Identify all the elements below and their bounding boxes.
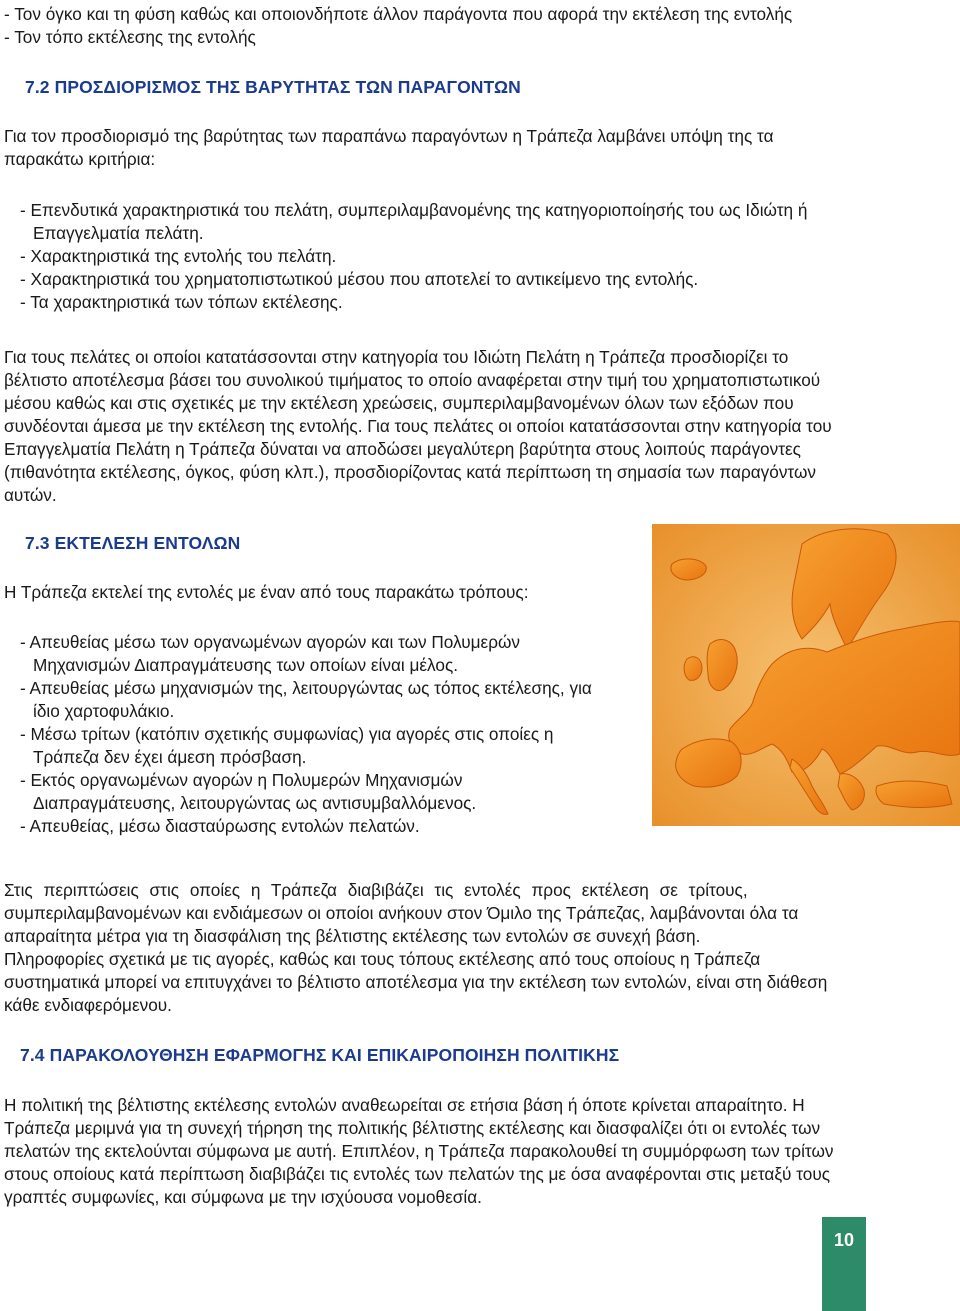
list-item [20, 769, 592, 815]
text-line: απαραίτητα μέτρα για τη διασφάλιση της βέλτιστης εκτέλεσης των εντολών σε συνεχή βάση. [4, 926, 701, 946]
text-line: (πιθανότητα εκτέλεσης, όγκος, φύση κλπ.), προσδιορίζοντας κατά περίπτωση τη σημασία των παραγόντων [4, 462, 816, 482]
list-item-line: - Απευθείας μέσω μηχανισμών της, λειτουργώντας ως τόπος εκτέλεσης, για [20, 678, 592, 698]
top-bullet-lines [4, 3, 792, 49]
list-item [20, 631, 592, 677]
section-heading-7-2: 7.2 ΠΡΟΣΔΙΟΡΙΣΜΟΣ ΤΗΣ ΒΑΡΥΤΗΤΑΣ ΤΩΝ ΠΑΡΑΓΟΝΤΩΝ [25, 77, 521, 97]
section-7-4-paragraph [4, 1094, 860, 1209]
criteria-list [20, 199, 807, 314]
list-item-line: ίδιο χαρτοφυλάκιο. [33, 701, 175, 721]
list-item-line: - Απευθείας μέσω των οργανωμένων αγορών και των Πολυμερών [20, 632, 520, 652]
text-line: βέλτιστο αποτέλεσμα βάσει του συνολικού τιμήματος το οποίο αναφέρεται στην τιμή του χρηματοπιστωτικού [4, 370, 821, 390]
list-item-line: - Επενδυτικά χαρακτηριστικά του πελάτη, συμπεριλαμβανομένης της κατηγοριοποίησής του ως Ιδιώτη ή [20, 200, 808, 220]
list-item [20, 677, 592, 723]
europe-map-image [652, 524, 960, 826]
list-item [20, 268, 807, 291]
section-7-2-paragraph [4, 346, 860, 507]
text-line: Τράπεζα μεριμνά για τη συνεχή τήρηση της πολιτικής βέλτιστης εκτέλεσης και διασφαλίζει ότι οι εντολές των [4, 1118, 821, 1138]
execution-methods-list [20, 631, 592, 838]
text-line: Η πολιτική της βέλτιστης εκτέλεσης εντολών αναθεωρείται σε ετήσια βάση ή όποτε κρίνεται απαραίτητο. Η [4, 1095, 805, 1115]
list-item [20, 245, 807, 268]
list-item-line: - Χαρακτηριστικά της εντολής του πελάτη. [20, 246, 337, 266]
page-number: 10 [833, 1230, 855, 1250]
section-7-3-paragraph-2 [4, 948, 860, 1017]
page-number-tab [822, 1217, 866, 1311]
section-heading-7-3: 7.3 ΕΚΤΕΛΕΣΗ ΕΝΤΟΛΩΝ [25, 533, 241, 553]
list-item-line: Διαπραγμάτευσης, λειτουργώντας ως αντισυμβαλλόμενος. [33, 793, 477, 813]
turkey-land [876, 781, 952, 807]
list-item-line: Επαγγελματία πελάτη. [33, 223, 204, 243]
text-line: συνδέονται άμεσα με την εκτέλεση της εντολής. Για τους πελάτες οι οποίοι κατατάσσονται στην κατηγορία του [4, 416, 832, 436]
text-line: πελατών της εκτελούνται σύμφωνα με αυτή. Επιπλέον, η Τράπεζα παρακολουθεί τη συμμόρφωση των τρίτων [4, 1141, 834, 1161]
text-line: παρακάτω κριτήρια: [4, 149, 156, 169]
text-line: - Τον όγκο και τη φύση καθώς και οποιονδήποτε άλλον παράγοντα που αφορά την εκτέλεση της εντολής [4, 4, 793, 24]
text-line: στους οποίους κατά περίπτωση διαβιβάζει τις εντολές των πελατών της με όσα αναφέρονται στις μεταξύ τους [4, 1164, 830, 1184]
section-heading-7-4: 7.4 ΠΑΡΑΚΟΛΟΥΘΗΣΗ ΕΦΑΡΜΟΓΗΣ ΚΑΙ ΕΠΙΚΑΙΡΟΠΟΙΗΣΗ ΠΟΛΙΤΙΚΗΣ [20, 1045, 620, 1065]
text-line: μέσου καθώς και στις σχετικές με την εκτέλεση χρεώσεις, συμπεριλαμβανομένων όλων των εξόδων που [4, 393, 794, 413]
text-line: Πληροφορίες σχετικά με τις αγορές, καθώς και τους τόπους εκτέλεσης από τους οποίους η Τράπεζα [4, 949, 761, 969]
list-item [20, 199, 807, 245]
list-item-line: - Τα χαρακτηριστικά των τόπων εκτέλεσης. [20, 292, 343, 312]
list-item-line: - Χαρακτηριστικά του χρηματοπιστωτικού μέσου που αποτελεί το αντικείμενο της εντολής. [20, 269, 699, 289]
text-line: συμπεριλαμβανομένων και ενδιάμεσων οι οποίοι ανήκουν στον Όμιλο της Τράπεζας, λαμβάνονται όλα τα [4, 903, 799, 923]
list-item-line: - Εκτός οργανωμένων αγορών η Πολυμερών Μηχανισμών [20, 770, 463, 790]
text-line: - Τον τόπο εκτέλεσης της εντολής [4, 27, 256, 47]
list-item-line: - Απευθείας, μέσω διασταύρωσης εντολών πελατών. [20, 816, 420, 836]
section-7-3-intro [4, 581, 529, 604]
list-item-line: - Μέσω τρίτων (κατόπιν σχετικής συμφωνίας) για αγορές στις οποίες η [20, 724, 554, 744]
list-item-line: Τράπεζα δεν έχει άμεση πρόσβαση. [33, 747, 307, 767]
text-line: Η Τράπεζα εκτελεί της εντολές με έναν από τους παρακάτω τρόπους: [4, 582, 529, 602]
text-line: Για τους πελάτες οι οποίοι κατατάσσονται στην κατηγορία του Ιδιώτη Πελάτη η Τράπεζα προσδιορίζει το [4, 347, 789, 367]
list-item-line: Μηχανισμών Διαπραγμάτευσης των οποίων είναι μέλος. [33, 655, 459, 675]
text-line: συστηματικά μπορεί να επιτυγχάνει το βέλτιστο αποτέλεσμα για την εκτέλεση των εντολών, είναι στη διάθεση [4, 972, 828, 992]
text-line: αυτών. [4, 485, 57, 505]
section-7-3-paragraph-1 [4, 879, 860, 948]
text-line: γραπτές συμφωνίες, και σύμφωνα με την ισχύουσα νομοθεσία. [4, 1187, 482, 1207]
text-line: Στις περιπτώσεις στις οποίες η Τράπεζα διαβιβάζει τις εντολές προς εκτέλεση σε τρίτους, [4, 880, 748, 900]
section-7-2-intro [4, 125, 774, 171]
list-item [20, 291, 807, 314]
text-line: Επαγγελματία Πελάτη η Τράπεζα δύναται να αποδώσει μεγαλύτερη βαρύτητα στους λοιπούς παράγοντες [4, 439, 801, 459]
text-line: Για τον προσδιορισμό της βαρύτητας των παραπάνω παραγόντων η Τράπεζα λαμβάνει υπόψη της τα [4, 126, 774, 146]
ireland-land [684, 657, 702, 681]
text-line: κάθε ενδιαφερόμενου. [4, 995, 172, 1015]
list-item [20, 723, 592, 769]
europe-map-svg [652, 524, 960, 826]
list-item [20, 815, 592, 838]
